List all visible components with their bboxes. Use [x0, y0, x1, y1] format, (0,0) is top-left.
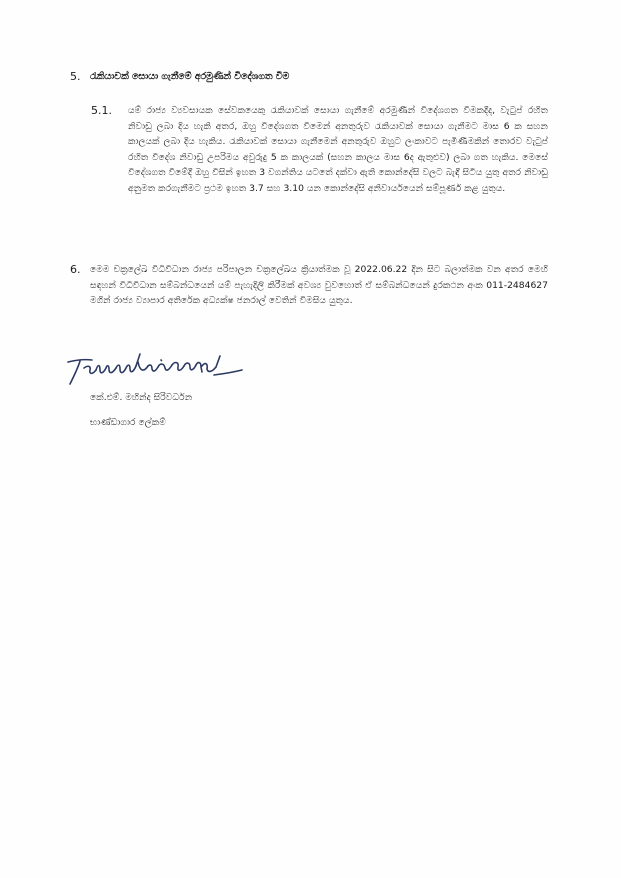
section-5-1-number: 5.1. — [91, 104, 112, 117]
section-5-1-paragraph: යම් රාජ්‍ය ව්‍යවසායක සේවකයෙකු රැකියාවක් සොයා ගැනීමේ අරමුණින් විදේශගත වීමකදීද, වැටුප් රහිත නිවාඩු ලබා දිය හැකි අතර, ඔහු විදේශගත වීමෙන් අනතුරුව රැකියාවක් සොයා ගැනීමට මාස 6 ක සහන කාලයක් ලබා දිය හැකිය. රැකියාවක් සොයා ගැනීමෙන් අනතුරුව ඔහුට ලංකාවට පැමිණීමකින් තොරව වැටුප් රහිත විදේශ නිවාඩු උපරිමය අවුරුදු 5 ක කාලයක් (සහන කාලය මාස 6ද ඇතුළුව) ලබා ගත හැකිය. මෙසේ විදේශගත වීමේදී ඔහු විසින් ඉහත 3 වගන්තිය යටතේ දක්වා ඇති කොන්දේසි වලට බැඳී සිටිය යුතු අතර නිවාඩු අනුමත කරගැනීමට ප්‍රථම ඉහත 3.7 සහ 3.10 යන කොන්දේසි අනිවාර්යයෙන් සම්පූර්ණ කළ යුතුය. — [128, 105, 548, 194]
signatory-title: භාණ්ඩාගාර ලේකම් — [90, 417, 166, 428]
section-5-title: රැකියාවක් සොයා ගැනීමේ අරමුණින් විදේශගත වීම — [90, 71, 290, 82]
signatory-name: කේ.එම්. මහින්ද සිරිවර්ධන — [90, 392, 193, 403]
section-5-number: 5. — [70, 70, 81, 83]
section-6-number: 6. — [70, 263, 81, 276]
handwritten-signature — [62, 348, 252, 392]
section-6-paragraph: මෙම චක්‍රලේඛ විධිවිධාන රාජ්‍ය පරිපාලන චක්‍රලේඛය ක්‍රියාත්මක වූ 2022.06.22 දින සිට බලාත්මක වන අතර මෙහි සඳහන් විධිවිධාන සම්බන්ධයෙන් යම් පැහැදිලි කිරීමක් අවශ්‍ය වුවහොත් ඒ සම්බන්ධයෙන් දුරකථන අංක 011-2484627 මගින් රාජ්‍ය ව්‍යාපාර අතිරේක අධ්‍යක්ෂ ජනරාල් වෙතින් විමසිය යුතුය. — [90, 264, 548, 307]
